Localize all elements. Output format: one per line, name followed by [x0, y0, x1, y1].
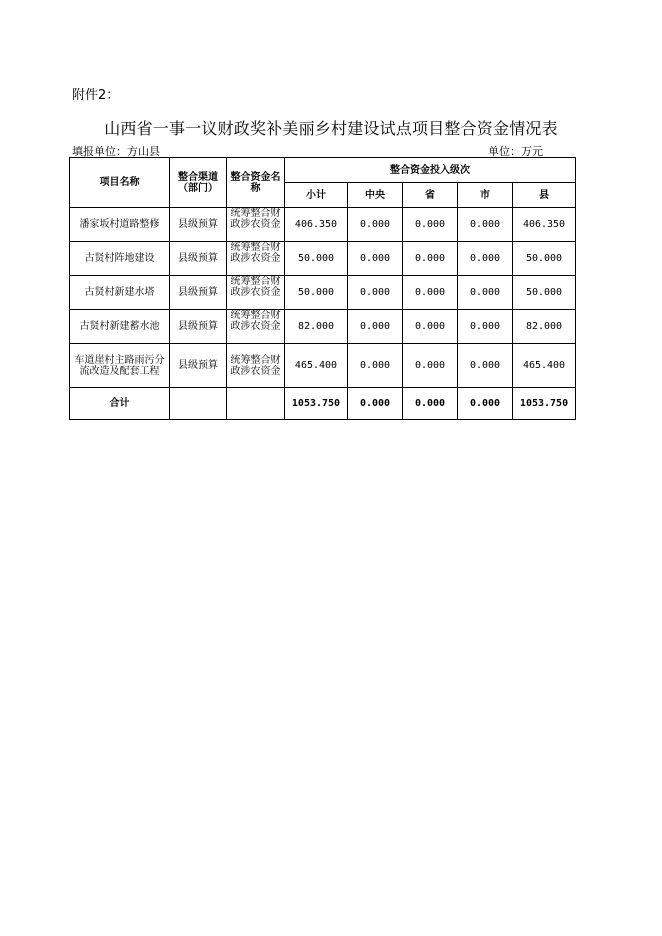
county-cell: 50.000: [513, 276, 576, 310]
fund-name-cell: [227, 276, 285, 310]
funds-table: [69, 157, 576, 420]
currency-unit: 单位：万元: [488, 145, 543, 158]
fund-name-text: 统筹整合财政涉农资金: [230, 208, 281, 230]
project-name-cell: 车道崖村主路雨污分流改造及配套工程: [70, 344, 170, 388]
central-cell: 0.000: [348, 242, 403, 276]
fund-name-cell: [227, 208, 285, 242]
province-cell: 0.000: [403, 310, 458, 344]
project-name-cell: 潘家坂村道路整修: [70, 208, 170, 242]
table-row: [70, 242, 576, 276]
channel-cell: 县级预算: [170, 242, 227, 276]
province-cell: 0.000: [403, 242, 458, 276]
city-cell: 0.000: [458, 344, 513, 388]
channel-cell: 县级预算: [170, 344, 227, 388]
county-cell: 465.400: [513, 344, 576, 388]
city-cell: 0.000: [458, 208, 513, 242]
total-city: 0.000: [458, 388, 513, 420]
subtotal-cell: 406.350: [285, 208, 348, 242]
total-central: 0.000: [348, 388, 403, 420]
fund-name-text: 统筹整合财政涉农资金: [230, 276, 281, 298]
total-subtotal: 1053.750: [285, 388, 348, 420]
county-cell: 406.350: [513, 208, 576, 242]
province-cell: 0.000: [403, 344, 458, 388]
fund-name-cell: 统筹整合财政涉农资金: [227, 344, 285, 388]
fund-name-cell: [227, 310, 285, 344]
header-project-name: 项目名称: [70, 158, 170, 208]
project-name-cell: 古贤村阵地建设: [70, 242, 170, 276]
total-county: 1053.750: [513, 388, 576, 420]
table-row: [70, 344, 576, 388]
header-province: 省: [403, 183, 458, 208]
city-cell: 0.000: [458, 242, 513, 276]
total-province: 0.000: [403, 388, 458, 420]
header-county: 县: [513, 183, 576, 208]
fund-name-cell: [227, 242, 285, 276]
header-row-1: [70, 158, 576, 183]
channel-cell: 县级预算: [170, 276, 227, 310]
total-fund-cell: [227, 388, 285, 420]
province-cell: 0.000: [403, 276, 458, 310]
city-cell: 0.000: [458, 310, 513, 344]
reporting-unit: 填报单位：方山县: [72, 145, 160, 158]
subtotal-cell: 50.000: [285, 276, 348, 310]
header-central: 中央: [348, 183, 403, 208]
total-row: [70, 388, 576, 420]
subtotal-cell: 82.000: [285, 310, 348, 344]
header-subtotal: 小计: [285, 183, 348, 208]
header-level-group: 整合资金投入级次: [285, 158, 576, 183]
city-cell: 0.000: [458, 276, 513, 310]
header-channel: 整合渠道（部门）: [170, 158, 227, 208]
central-cell: 0.000: [348, 276, 403, 310]
province-cell: 0.000: [403, 208, 458, 242]
county-cell: 82.000: [513, 310, 576, 344]
total-label: 合计: [70, 388, 170, 420]
table-row: [70, 208, 576, 242]
channel-cell: 县级预算: [170, 310, 227, 344]
county-cell: 50.000: [513, 242, 576, 276]
header-fund-name: 整合资金名称: [227, 158, 285, 208]
fund-name-text: 统筹整合财政涉农资金: [230, 310, 281, 332]
project-name-cell: 古贤村新建蓄水池: [70, 310, 170, 344]
subtotal-cell: 50.000: [285, 242, 348, 276]
channel-cell: 县级预算: [170, 208, 227, 242]
attachment-label: 附件2：: [72, 88, 120, 103]
subtotal-cell: 465.400: [285, 344, 348, 388]
page-title: 山西省一事一议财政奖补美丽乡村建设试点项目整合资金情况表: [104, 119, 558, 138]
project-name-cell: 古贤村新建水塔: [70, 276, 170, 310]
table-row: [70, 310, 576, 344]
total-channel-cell: [170, 388, 227, 420]
table-row: [70, 276, 576, 310]
central-cell: 0.000: [348, 344, 403, 388]
central-cell: 0.000: [348, 208, 403, 242]
central-cell: 0.000: [348, 310, 403, 344]
header-city: 市: [458, 183, 513, 208]
fund-name-text: 统筹整合财政涉农资金: [230, 242, 281, 264]
